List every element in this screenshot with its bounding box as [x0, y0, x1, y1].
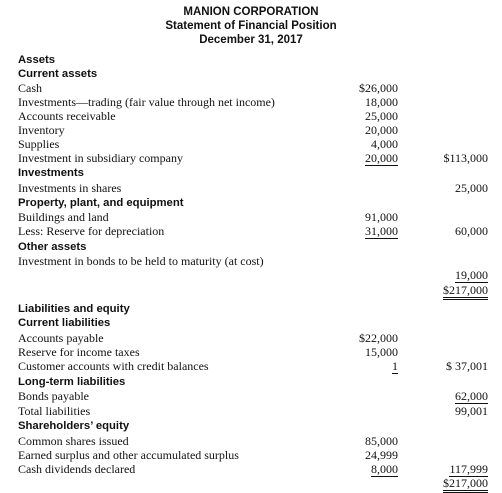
other-assets-heading: Other assets: [18, 241, 87, 253]
current-assets-heading: Current assets: [18, 68, 98, 80]
investments-total: 25,000: [455, 181, 488, 195]
line-item-row: [0, 81, 502, 95]
line-item-amount: 18,000: [365, 95, 398, 109]
line-item-row: [0, 389, 502, 403]
line-item-amount: 31,000: [365, 224, 398, 238]
current-assets-total: $113,000: [443, 151, 488, 165]
line-item-label: Investments—trading (fair value through net income): [18, 95, 275, 109]
line-item-row: [0, 210, 502, 224]
equity-total: 117,999: [449, 462, 488, 476]
current-liabilities-heading-row: [0, 316, 502, 330]
line-item-amount: 4,000: [371, 137, 398, 151]
line-item-label: Customer accounts with credit balances: [18, 359, 209, 373]
line-item-amount: 1: [392, 359, 398, 373]
line-item-amount: 24,999: [365, 448, 398, 462]
line-item-label: Accounts payable: [18, 331, 104, 345]
current-liabilities-heading: Current liabilities: [18, 317, 111, 329]
total-liabilities-equity-row: [0, 476, 502, 490]
line-item-amount: $26,000: [359, 81, 398, 95]
line-item-row: [0, 181, 502, 195]
line-item-label: Cash dividends declared: [18, 462, 136, 476]
line-item-label: Buildings and land: [18, 210, 109, 224]
ppe-heading: Property, plant, and equipment: [18, 197, 184, 209]
line-item-amount: 20,000: [365, 151, 398, 165]
line-item-amount: $22,000: [359, 331, 398, 345]
line-item-label: Reserve for income taxes: [18, 345, 140, 359]
line-item-row: [0, 95, 502, 109]
shareholders-equity-heading: Shareholders’ equity: [18, 420, 130, 432]
line-item-label: Investment in bonds to be held to maturity (at cost): [18, 254, 264, 268]
company-name: MANION CORPORATION: [183, 6, 319, 18]
statement-date: December 31, 2017: [199, 34, 303, 46]
line-item-label: Supplies: [18, 137, 60, 151]
line-item-label: Investment in subsidiary company: [18, 151, 183, 165]
line-item-label: Inventory: [18, 123, 65, 137]
current-assets-heading-row: [0, 67, 502, 81]
line-item-amount: 25,000: [365, 109, 398, 123]
line-item-label: Less: Reserve for depreciation: [18, 224, 165, 238]
line-item-label: Investments in shares: [18, 181, 122, 195]
liabilities-heading-row: [0, 302, 502, 316]
statement-title: Statement of Financial Position: [165, 20, 337, 32]
assets-heading: Assets: [18, 54, 56, 66]
total-liabilities-row: [0, 404, 502, 418]
line-item-row: [0, 224, 502, 238]
other-assets-total: 19,000: [455, 268, 488, 282]
investments-heading-row: [0, 166, 502, 180]
line-item-row: [0, 359, 502, 373]
longterm-heading-row: [0, 375, 502, 389]
line-item-row: [0, 109, 502, 123]
line-item-label: Bonds payable: [18, 389, 89, 403]
longterm-total: 62,000: [455, 389, 488, 403]
line-item-label: Common shares issued: [18, 434, 129, 448]
other-assets-heading-row: [0, 240, 502, 254]
investments-heading: Investments: [18, 167, 84, 179]
total-assets: $217,000: [443, 283, 488, 300]
total-liabilities-label: Total liabilities: [18, 404, 91, 418]
line-item-row: [0, 434, 502, 448]
total-assets-row: [0, 283, 502, 297]
total-liabilities-equity: $217,000: [443, 476, 488, 493]
line-item-row: [0, 123, 502, 137]
line-item-label: Accounts receivable: [18, 109, 116, 123]
line-item-label: Earned surplus and other accumulated surplus: [18, 448, 239, 462]
line-item-row: [0, 448, 502, 462]
line-item-amount: 91,000: [365, 210, 398, 224]
line-item-amount: 85,000: [365, 434, 398, 448]
ppe-heading-row: [0, 196, 502, 210]
equity-heading-row: [0, 419, 502, 433]
line-item-row: [0, 137, 502, 151]
liabilities-equity-heading: Liabilities and equity: [18, 303, 130, 315]
other-assets-total-row: [0, 268, 502, 282]
line-item-row: [0, 345, 502, 359]
line-item-row: [0, 462, 502, 476]
line-item-row: [0, 254, 502, 268]
line-item-row: [0, 331, 502, 345]
ppe-total: 60,000: [455, 224, 488, 238]
line-item-amount: 8,000: [371, 462, 398, 476]
longterm-liabilities-heading: Long-term liabilities: [18, 376, 126, 388]
line-item-amount: 20,000: [365, 123, 398, 137]
total-liabilities-value: 99,001: [455, 404, 488, 418]
current-liabilities-total: $ 37,001: [446, 359, 488, 373]
line-item-amount: 15,000: [365, 345, 398, 359]
line-item-row: [0, 151, 502, 165]
assets-heading-row: [0, 53, 502, 67]
line-item-label: Cash: [18, 81, 42, 95]
